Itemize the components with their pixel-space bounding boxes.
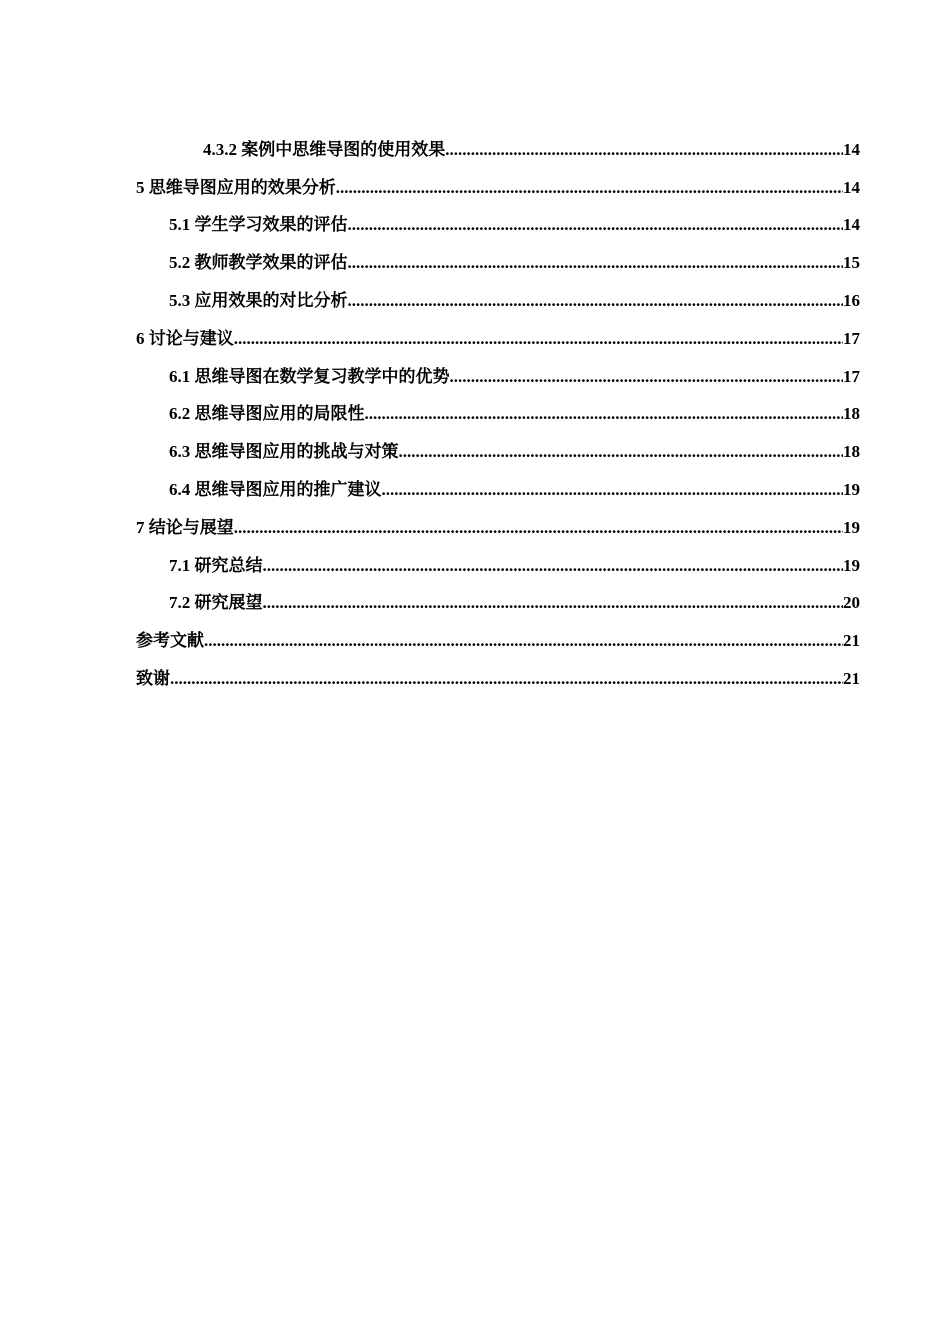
toc-dot-leader xyxy=(263,556,844,576)
toc-entry-7-2[interactable] xyxy=(0,585,950,623)
toc-entry-6-4[interactable] xyxy=(0,471,950,509)
toc-entry-title: 致谢 xyxy=(136,669,170,689)
toc-entry-page: 14 xyxy=(843,139,860,159)
toc-dot-leader xyxy=(365,404,844,424)
toc-dot-leader xyxy=(399,442,844,462)
table-of-contents xyxy=(0,131,950,698)
toc-entry-title: 6.3 思维导图应用的挑战与对策 xyxy=(169,442,399,462)
toc-dot-leader xyxy=(204,631,843,651)
toc-entry-title: 5.2 教师教学效果的评估 xyxy=(169,253,348,273)
toc-entry-title: 参考文献 xyxy=(136,631,204,651)
toc-entry-title: 7.1 研究总结 xyxy=(169,555,263,575)
toc-entry-title: 7.2 研究展望 xyxy=(169,593,263,613)
toc-entry-page: 15 xyxy=(843,253,860,273)
toc-entry-page: 14 xyxy=(843,215,860,235)
toc-dot-leader xyxy=(336,178,843,198)
toc-entry-4-3-2[interactable] xyxy=(0,131,950,169)
toc-dot-leader xyxy=(234,329,843,349)
toc-entry-5[interactable] xyxy=(0,169,950,207)
toc-entry-page: 14 xyxy=(843,177,860,197)
toc-entry-page: 17 xyxy=(843,366,860,386)
toc-dot-leader xyxy=(445,140,843,160)
toc-entry-page: 21 xyxy=(843,631,860,651)
toc-entry-page: 20 xyxy=(843,593,860,613)
toc-dot-leader xyxy=(348,253,844,273)
toc-dot-leader xyxy=(234,518,843,538)
toc-entry-6-2[interactable] xyxy=(0,396,950,434)
toc-entry-page: 19 xyxy=(843,555,860,575)
toc-entry-5-1[interactable] xyxy=(0,207,950,245)
toc-entry-title: 5 思维导图应用的效果分析 xyxy=(136,177,336,197)
toc-entry-title: 6.4 思维导图应用的推广建议 xyxy=(169,480,382,500)
toc-entry-7-1[interactable] xyxy=(0,547,950,585)
toc-entry-page: 19 xyxy=(843,480,860,500)
toc-entry-7[interactable] xyxy=(0,509,950,547)
toc-entry-page: 19 xyxy=(843,517,860,537)
toc-entry-6-1[interactable] xyxy=(0,358,950,396)
toc-entry-title: 5.3 应用效果的对比分析 xyxy=(169,291,348,311)
toc-entry-title: 6.2 思维导图应用的局限性 xyxy=(169,404,365,424)
toc-entry-6-3[interactable] xyxy=(0,433,950,471)
toc-entry-page: 16 xyxy=(843,291,860,311)
toc-entry-5-2[interactable] xyxy=(0,244,950,282)
toc-entry-6[interactable] xyxy=(0,320,950,358)
toc-entry-page: 17 xyxy=(843,328,860,348)
toc-entry-title: 5.1 学生学习效果的评估 xyxy=(169,215,348,235)
toc-dot-leader xyxy=(348,215,844,235)
toc-dot-leader xyxy=(170,669,843,689)
toc-dot-leader xyxy=(450,367,844,387)
toc-entry-title: 6.1 思维导图在数学复习教学中的优势 xyxy=(169,366,450,386)
toc-entry-page: 18 xyxy=(843,404,860,424)
toc-dot-leader xyxy=(382,480,844,500)
toc-entry-acknowledgements[interactable] xyxy=(0,660,950,698)
toc-entry-title: 6 讨论与建议 xyxy=(136,328,234,348)
toc-entry-page: 18 xyxy=(843,442,860,462)
toc-entry-title: 7 结论与展望 xyxy=(136,517,234,537)
toc-entry-page: 21 xyxy=(843,669,860,689)
toc-entry-references[interactable] xyxy=(0,622,950,660)
toc-entry-title: 4.3.2 案例中思维导图的使用效果 xyxy=(203,139,446,159)
toc-dot-leader xyxy=(348,291,844,311)
toc-entry-5-3[interactable] xyxy=(0,282,950,320)
toc-dot-leader xyxy=(263,593,844,613)
